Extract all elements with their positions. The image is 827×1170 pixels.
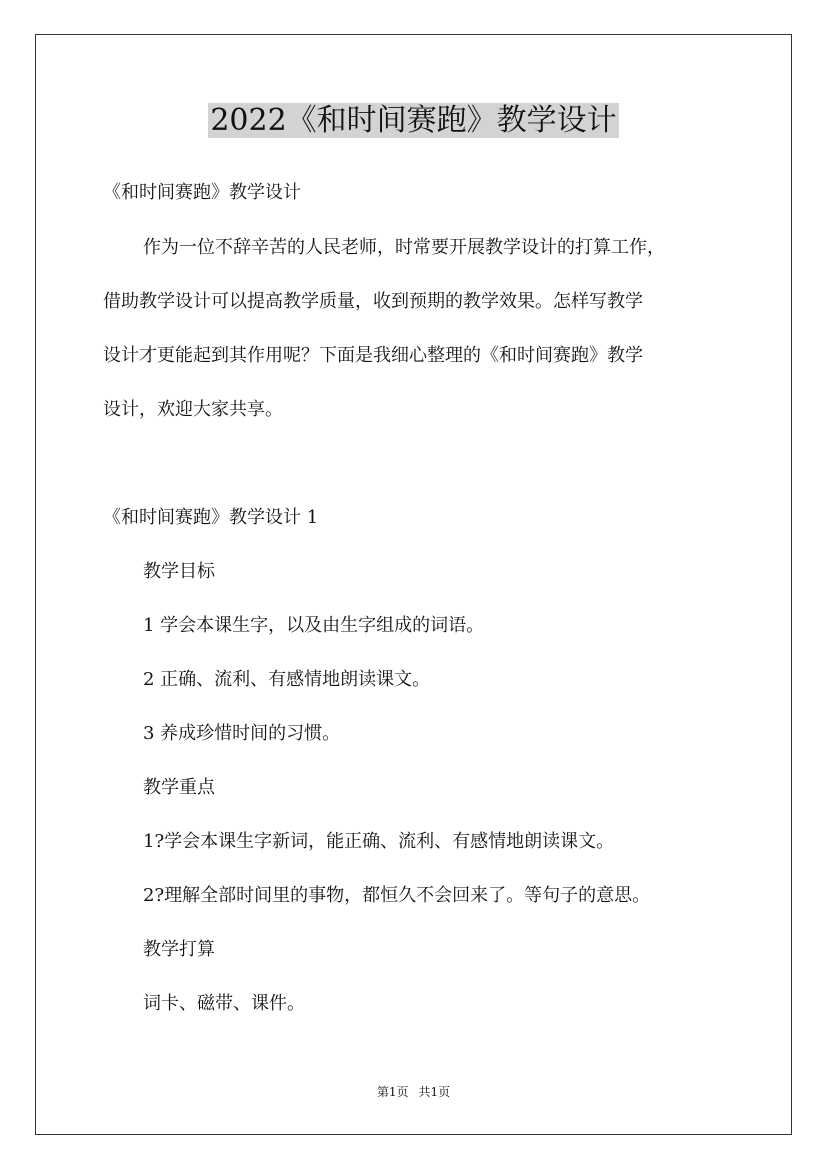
key-point-item: 2?理解全部时间里的事物，都恒久不会回来了。等句子的意思。 bbox=[143, 885, 651, 906]
intro-paragraph-line: 设计才更能起到其作用呢？下面是我细心整理的《和时间赛跑》教学 bbox=[103, 345, 643, 366]
page-total: 共1页 bbox=[418, 1085, 451, 1099]
goal-item: 3 养成珍惜时间的习惯。 bbox=[143, 723, 341, 744]
section-heading: 《和时间赛跑》教学设计 1 bbox=[103, 507, 319, 528]
prep-items: 词卡、磁带、课件。 bbox=[143, 993, 305, 1014]
key-point-item: 1?学会本课生字新词，能正确、流利、有感情地朗读课文。 bbox=[143, 831, 615, 852]
intro-paragraph-line: 设计，欢迎大家共享。 bbox=[103, 399, 283, 420]
goal-item: 1 学会本课生字，以及由生字组成的词语。 bbox=[143, 615, 485, 636]
page-footer bbox=[0, 1083, 827, 1101]
prep-heading: 教学打算 bbox=[143, 939, 215, 960]
intro-paragraph-line: 作为一位不辞辛苦的人民老师，时常要开展教学设计的打算工作， bbox=[143, 237, 665, 258]
document-title: 2022《和时间赛跑》教学设计 bbox=[210, 103, 617, 138]
intro-paragraph-line: 借助教学设计可以提高教学质量，收到预期的教学效果。怎样写教学 bbox=[103, 291, 643, 312]
key-points-heading: 教学重点 bbox=[143, 777, 215, 798]
intro-heading: 《和时间赛跑》教学设计 bbox=[103, 182, 301, 203]
page-number: 第1页 bbox=[376, 1085, 409, 1099]
goal-item: 2 正确、流利、有感情地朗读课文。 bbox=[143, 669, 431, 690]
goals-heading: 教学目标 bbox=[143, 561, 215, 582]
document-title-wrap bbox=[0, 100, 827, 142]
